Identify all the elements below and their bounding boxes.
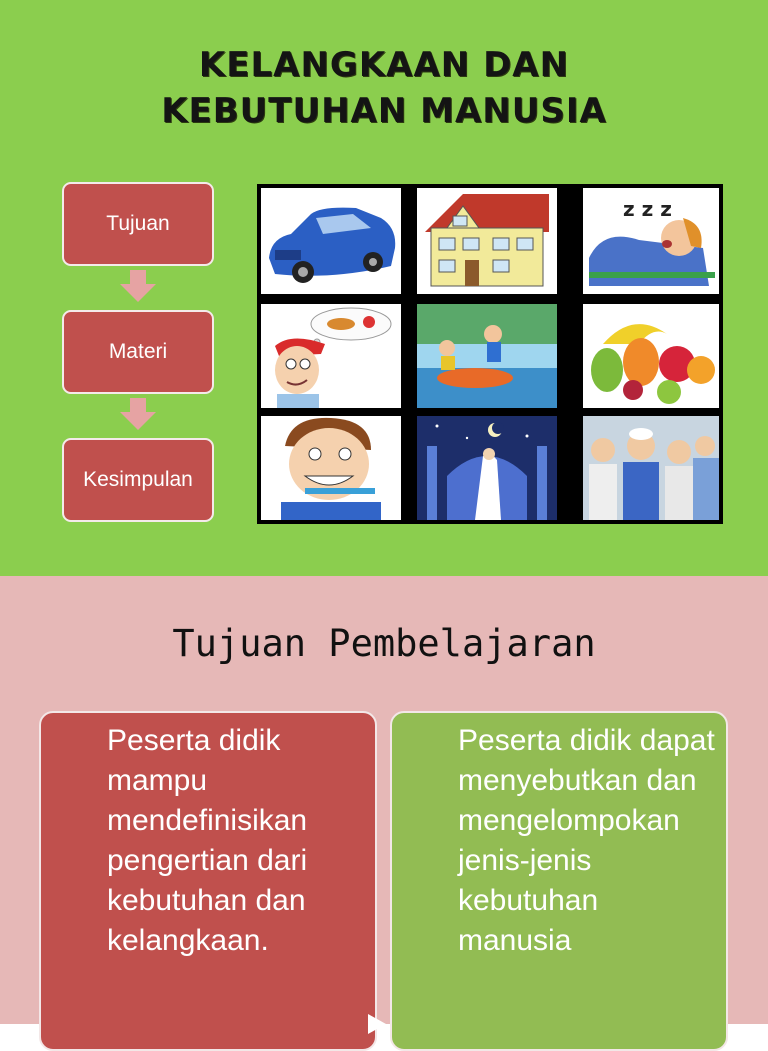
step-kesimpulan[interactable] — [62, 438, 214, 522]
play-arrow-icon[interactable] — [368, 1014, 386, 1034]
step-materi-label: Materi — [108, 340, 168, 363]
svg-text:z z z: z z z — [623, 197, 672, 221]
hungry-boy-image — [261, 304, 401, 408]
slide-title — [0, 42, 768, 134]
sleeping-image — [583, 188, 719, 294]
step-tujuan-label: Tujuan — [106, 212, 170, 235]
title-line-2: KEBUTUHAN MANUSIA — [161, 91, 607, 131]
river-play-image — [417, 304, 557, 408]
title-line-1: KELANGKAAN DAN — [198, 45, 570, 85]
objective-box-classify — [390, 711, 728, 1051]
slide-heading: Tujuan Pembelajaran — [172, 622, 596, 665]
car-image — [261, 188, 401, 294]
fruits-image — [583, 304, 719, 408]
arrow-down-icon — [120, 398, 156, 430]
objective-text-define: Peserta didik mampu mendefinisikan pengertian dari kebutuhan dan kelangkaan. — [107, 724, 308, 957]
toothbrush-boy-image — [261, 416, 401, 520]
mosque-prayer-image — [417, 416, 557, 520]
objective-text-classify: Peserta didik dapat menyebutkan dan mengelompokan jenis-jenis kebutuhan manusia — [458, 724, 715, 957]
step-tujuan[interactable] — [62, 182, 214, 266]
slide-tujuan-pembelajaran — [0, 576, 768, 1024]
crowd-image — [583, 416, 719, 520]
objective-box-define — [39, 711, 377, 1051]
step-kesimpulan-label: Kesimpulan — [83, 468, 193, 491]
needs-image-grid — [257, 184, 723, 524]
arrow-down-icon — [120, 270, 156, 302]
step-materi[interactable] — [62, 310, 214, 394]
house-image — [417, 188, 557, 294]
